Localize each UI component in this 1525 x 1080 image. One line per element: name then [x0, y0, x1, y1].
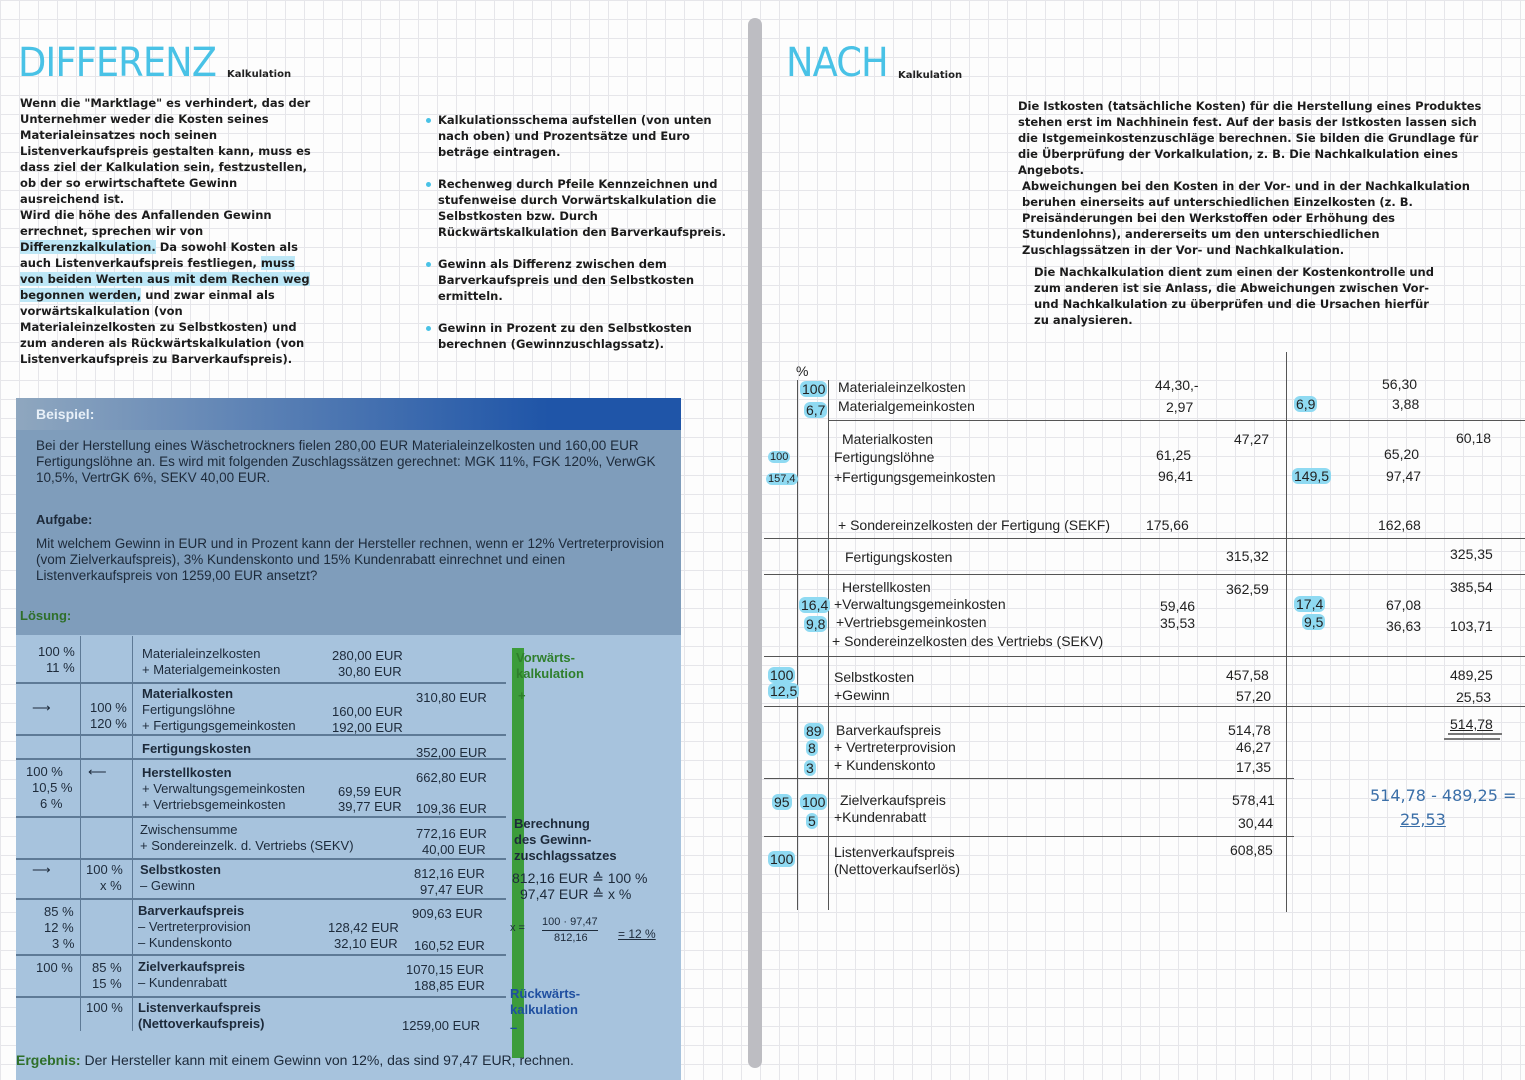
row-value: 772,16 EUR [416, 826, 487, 841]
double-underline [1448, 733, 1502, 735]
pct: 12 % [44, 920, 74, 935]
double-underline [1444, 738, 1500, 740]
example-header [16, 398, 681, 430]
row-label: Materialeinzelkosten [838, 379, 966, 395]
row-label: Materialkosten [142, 686, 234, 701]
table-rule [16, 682, 506, 684]
row-label: Herstellkosten [842, 579, 931, 595]
row-label: Fertigungslöhne [834, 449, 935, 465]
table-rule [764, 656, 1525, 657]
calc-label: Berechnung des Gewinn- zuschlagssatzes [514, 816, 617, 863]
row-label: +Fertigungsgemeinkosten [834, 469, 996, 485]
row-label: Barverkaufspreis [836, 722, 942, 738]
page-divider [748, 18, 762, 1068]
table-rule [764, 574, 1525, 575]
row-label: Herstellkosten [142, 765, 232, 780]
pct: 120 % [90, 716, 127, 731]
row-subtotal: 514,78 [1450, 716, 1493, 732]
purpose-paragraph: Die Nachkalkulation dient zum einen der Kostenkontrolle und zum anderen ist sie Anlass, die Abweichungen zwischen Vor- und Nachkalkulation zu überprüfen und die Ursachen hierfür zu analysieren. [1034, 265, 1434, 327]
steps-list [426, 112, 726, 368]
row-value: 662,80 EUR [416, 770, 487, 785]
arrow-left-icon: ⟵ [88, 764, 107, 779]
row-value: 30,44 [1238, 815, 1274, 831]
row-label: – Gewinn [140, 878, 195, 893]
row-label: Selbstkosten [140, 862, 221, 877]
row-value: 35,53 [1160, 615, 1196, 631]
row-value: 96,41 [1158, 468, 1194, 484]
row-label: Materialkosten [842, 431, 934, 447]
row-subtotal: 60,18 [1456, 430, 1492, 446]
pct-badge: 100 [802, 381, 826, 397]
forward-label: Vorwärts- kalkulation [516, 650, 584, 681]
text-segment: und zwar einmal als vorwärtskalkulation (von Materialeinzelkosten zu Selbstkosten) und zum anderen als Rückwärtskalkulation (von Listenverkaufspreis zu Barverkaufspreis). [20, 288, 305, 366]
row-label: Selbstkosten [834, 669, 915, 685]
plus-sign: + [518, 688, 526, 703]
pct: 10,5 % [32, 780, 73, 795]
row-label: Zwischensumme [140, 822, 238, 837]
pct: 100 % [38, 644, 75, 659]
step-item: Kalkulationsschema aufstellen (von unten nach oben) und Prozentsätze und Euro beträge eintragen. [426, 112, 726, 160]
calc-numerator: 100 · 97,47 [542, 914, 598, 931]
page-title-nach: NACH [786, 40, 888, 86]
definition-paragraph [20, 207, 320, 367]
row-label: + Fertigungsgemeinkosten [142, 718, 296, 733]
row-value: 57,20 [1236, 688, 1272, 704]
pct: 100 % [86, 862, 123, 877]
row-value: 25,53 [1456, 689, 1492, 705]
backward-label: Rückwärts- kalkulation [510, 986, 581, 1017]
table-rule [16, 898, 506, 900]
pct-badge: 100 [770, 851, 794, 867]
row-label: +Gewinn [834, 687, 890, 703]
text-segment: Wird die höhe des Anfallenden Gewinn errechnet, sprechen wir von [20, 208, 272, 238]
row-value: 162,68 [1378, 517, 1421, 533]
pct-badge: 9,5 [1304, 614, 1324, 630]
row-subtotal: 362,59 [1226, 581, 1269, 597]
row-value: 67,08 [1386, 597, 1422, 613]
calc-denominator: 812,16 [554, 932, 588, 944]
pct: 15 % [92, 976, 122, 991]
pct-badge: 6,9 [1296, 396, 1316, 412]
solution-label: Lösung: [20, 608, 72, 623]
pct-badge: 100 [770, 451, 789, 463]
row-label: Fertigungslöhne [142, 702, 236, 717]
pct: 6 % [40, 796, 63, 811]
row-value: 128,42 EUR [328, 920, 399, 935]
pct-badge: 100 [802, 794, 826, 810]
istkosten-paragraph: Die Istkosten (tatsächliche Kosten) für die Herstellung eines Produktes stehen erst im Nachhinein fest. Auf der basis der Istkosten lassen sich die Istgemeinkostenzuschläge berechnen. Sie bilden die Grundlage für die Überprüfung der Vorkalkulation, z. B. Die Nachkalkulation eines Angebots. [1018, 99, 1482, 177]
table-divider [828, 380, 829, 910]
row-label: – Vertreterprovision [138, 919, 251, 934]
table-rule [16, 954, 506, 956]
highlight-phrase: muss von beiden Werten aus mit dem Rechen weg begonnen werden, [20, 256, 310, 302]
calc-line: 812,16 EUR ≙ 100 % [512, 870, 648, 886]
row-label: Barverkaufspreis [138, 903, 245, 918]
row-value: 160,52 EUR [414, 938, 485, 953]
pct-badge: 16,4 [801, 597, 829, 613]
row-label: Materialgemeinkosten [838, 398, 975, 414]
side-calc-line: 514,78 - 489,25 = [1370, 786, 1517, 805]
table-rule [764, 778, 1294, 779]
row-value: 56,30 [1382, 376, 1418, 392]
pct-badge: 100 [770, 667, 794, 683]
minus-sign: – [510, 1020, 518, 1035]
pct: 100 % [26, 764, 63, 779]
calc-x: x = [510, 922, 525, 934]
row-subtotal: 103,71 [1450, 618, 1493, 634]
side-calc-result: 25,53 [1400, 810, 1446, 829]
row-value: 175,66 [1146, 517, 1189, 533]
row-label: + Sondereinzelkosten der Fertigung (SEKF) [838, 517, 1110, 533]
step-item: Gewinn als Differenz zwischen dem Barverkaufspreis und den Selbstkosten ermitteln. [426, 256, 726, 304]
row-value: 97,47 EUR [420, 882, 484, 897]
pct-badge: 5 [808, 813, 816, 829]
page-subtitle-right: Kalkulation [898, 70, 963, 81]
row-value: 32,10 EUR [334, 936, 398, 951]
result-line [16, 1052, 681, 1068]
row-subtotal: 608,85 [1230, 842, 1273, 858]
highlight-term: Differenzkalkulation. [20, 240, 156, 254]
row-value: 160,00 EUR [332, 704, 403, 719]
row-value: 188,85 EUR [414, 978, 485, 993]
arrow-right-icon: ⟶ [32, 862, 51, 877]
result-text: Der Hersteller kann mit einem Gewinn von 12%, das sind 97,47 EUR, rechnen. [84, 1052, 574, 1068]
table-rule [764, 836, 1294, 837]
pct: 11 % [46, 660, 75, 675]
row-subtotal: 457,58 [1226, 667, 1269, 683]
row-value: 909,63 EUR [412, 906, 483, 921]
pct-badge: 149,5 [1294, 468, 1330, 484]
row-value: 578,41 [1232, 792, 1275, 808]
row-value: 44,30,- [1155, 377, 1199, 393]
row-label: (Nettoverkaufserlös) [834, 861, 961, 877]
pct-badge: 6,7 [806, 402, 826, 418]
table-rule [764, 706, 1525, 707]
row-value: 97,47 [1386, 468, 1422, 484]
row-value: 17,35 [1236, 759, 1272, 775]
row-value: 1259,00 EUR [402, 1018, 481, 1033]
arrow-right-icon: ⟶ [32, 700, 51, 715]
page-subtitle-left: Kalkulation [227, 69, 292, 80]
example-intro: Bei der Herstellung eines Wäschetrockners fielen 280,00 EUR Materialeinzelkosten und 160,00 EUR Fertigungslöhne an. Es wird mit folgenden Zuschlagssätzen gerechnet: MGK 11%, FGK 120%, VerwGK 10,5%, VertrGK 6%, SEKV 40,00 EUR. [36, 438, 656, 485]
table-rule [764, 538, 1525, 539]
row-value: 192,00 EUR [332, 720, 403, 735]
example-header-label: Beispiel: [36, 406, 95, 422]
task-text: Mit welchem Gewinn in EUR und in Prozent kann der Hersteller rechnen, wenn er 12% Vertreterprovision (vom Zielverkaufspreis), 3% Kundenskonto und 15% Kundenrabatt einrechnet und einen Listenverkaufspreis von 1259,00 EUR ansetzt? [36, 536, 665, 583]
calc-line: 97,47 EUR ≙ x % [520, 886, 632, 902]
row-value: 280,00 EUR [332, 648, 403, 663]
table-divider [797, 380, 798, 910]
pct-badge: 157,4 [768, 473, 796, 485]
pct: 100 % [36, 960, 73, 975]
row-value: 69,59 EUR [338, 784, 402, 799]
row-label: + Vertreterprovision [834, 739, 956, 755]
abweichungen-paragraph: Abweichungen bei den Kosten in der Vor- und in der Nachkalkulation beruhen einerseits auf unterschiedlichen Einzelkosten (z. B. Preisänderungen bei den Werkstoffen oder Erhöhung des Stundenlohns), andererseits um den unterschiedlichen Zuschlagssätzen in der Vor- und Nachkalkulation. [1022, 179, 1470, 257]
row-subtotal: 489,25 [1450, 667, 1493, 683]
intro-paragraph: Wenn die "Marktlage" es verhindert, das der Unternehmer weder die Kosten seines Materialeinsatzes noch seinen Listenverkaufspreis gestalten kann, muss es dass ziel der Kalkulation sein, festzustellen, ob der so erwirtschaftete Gewinn ausreichend ist. [20, 96, 311, 206]
row-label: Materialeinzelkosten [142, 646, 261, 661]
row-label: + Materialgemeinkosten [142, 662, 281, 677]
result-label: Ergebnis: [16, 1052, 81, 1068]
row-label: Zielverkaufspreis [138, 959, 245, 974]
row-value: 40,00 EUR [422, 842, 486, 857]
row-value: 812,16 EUR [414, 866, 485, 881]
table-divider [1286, 352, 1287, 912]
row-subtotal: 385,54 [1450, 579, 1493, 595]
table-divider [132, 636, 133, 1031]
row-subtotal: 315,32 [1226, 548, 1269, 564]
pct-badge: 12,5 [770, 683, 798, 699]
step-item: Rechenweg durch Pfeile Kennzeichnen und stufenweise durch Vorwärtskalkulation die Selbstkosten bzw. Durch Rückwärtskalkulation den Barverkaufspreis. [426, 176, 726, 240]
row-value: 36,63 [1386, 618, 1422, 634]
row-value: 1070,15 EUR [406, 962, 485, 977]
pct-badge: 95 [774, 794, 790, 810]
row-value: 109,36 EUR [416, 801, 487, 816]
row-label: +Kundenrabatt [834, 809, 927, 825]
row-label: + Verwaltungsgemeinkosten [142, 781, 305, 796]
row-value: 2,97 [1166, 399, 1194, 415]
row-value: 65,20 [1384, 446, 1420, 462]
table-rule [828, 420, 1525, 421]
row-subtotal: 47,27 [1234, 431, 1270, 447]
row-label: + Kundenskonto [834, 757, 936, 773]
pct-badge: 17,4 [1296, 596, 1324, 612]
text-segment: Da sowohl Kosten als auch Listenverkaufspreis festliegen, [20, 240, 298, 270]
pct: 85 % [44, 904, 74, 919]
row-label: (Nettoverkaufspreis) [138, 1016, 265, 1031]
row-value: 352,00 EUR [416, 745, 487, 760]
table-rule [16, 858, 506, 860]
row-label: Fertigungskosten [845, 549, 953, 565]
row-label: Listenverkaufspreis [834, 844, 955, 860]
pct: 100 % [90, 700, 127, 715]
table-divider [80, 636, 81, 1031]
pct-badge: 89 [806, 723, 822, 739]
row-value: 61,25 [1156, 447, 1192, 463]
row-label: – Kundenskonto [138, 935, 232, 950]
pct-badge: 8 [808, 740, 816, 756]
row-subtotal: 325,35 [1450, 546, 1493, 562]
row-value: 46,27 [1236, 739, 1272, 755]
row-label: Fertigungskosten [142, 741, 252, 756]
row-label: + Vertriebsgemeinkosten [142, 797, 286, 812]
pct-badge: 3 [806, 760, 814, 776]
table-rule [16, 996, 506, 998]
row-label: Listenverkaufspreis [138, 1000, 261, 1015]
row-value: 39,77 EUR [338, 799, 402, 814]
row-value: 310,80 EUR [416, 690, 487, 705]
pct-badge: 9,8 [806, 616, 826, 632]
row-label: + Sondereinzelk. d. Vertriebs (SEKV) [140, 838, 354, 853]
table-rule [16, 734, 506, 736]
pct: x % [100, 878, 122, 893]
row-label: Zielverkaufspreis [840, 792, 946, 808]
textbook-example [16, 398, 681, 1080]
row-label: +Verwaltungsgemeinkosten [834, 596, 1006, 612]
pct: 85 % [92, 960, 122, 975]
pct: 100 % [86, 1000, 123, 1015]
row-value: 59,46 [1160, 598, 1196, 614]
row-label: + Sondereinzelkosten des Vertriebs (SEKV) [832, 633, 1104, 649]
pct-header: % [796, 363, 809, 379]
row-subtotal: 514,78 [1228, 722, 1271, 738]
calc-result: = 12 % [618, 927, 656, 941]
step-item: Gewinn in Prozent zu den Selbstkosten berechnen (Gewinnzuschlagssatz). [426, 320, 726, 352]
row-label: +Vertriebsgemeinkosten [836, 614, 987, 630]
row-label: – Kundenrabatt [138, 975, 227, 990]
task-label: Aufgabe: [36, 512, 93, 527]
row-value: 30,80 EUR [338, 664, 402, 679]
page-title-differenz: DIFFERENZ [18, 40, 217, 86]
row-value: 3,88 [1392, 396, 1420, 412]
pct: 3 % [52, 936, 75, 951]
